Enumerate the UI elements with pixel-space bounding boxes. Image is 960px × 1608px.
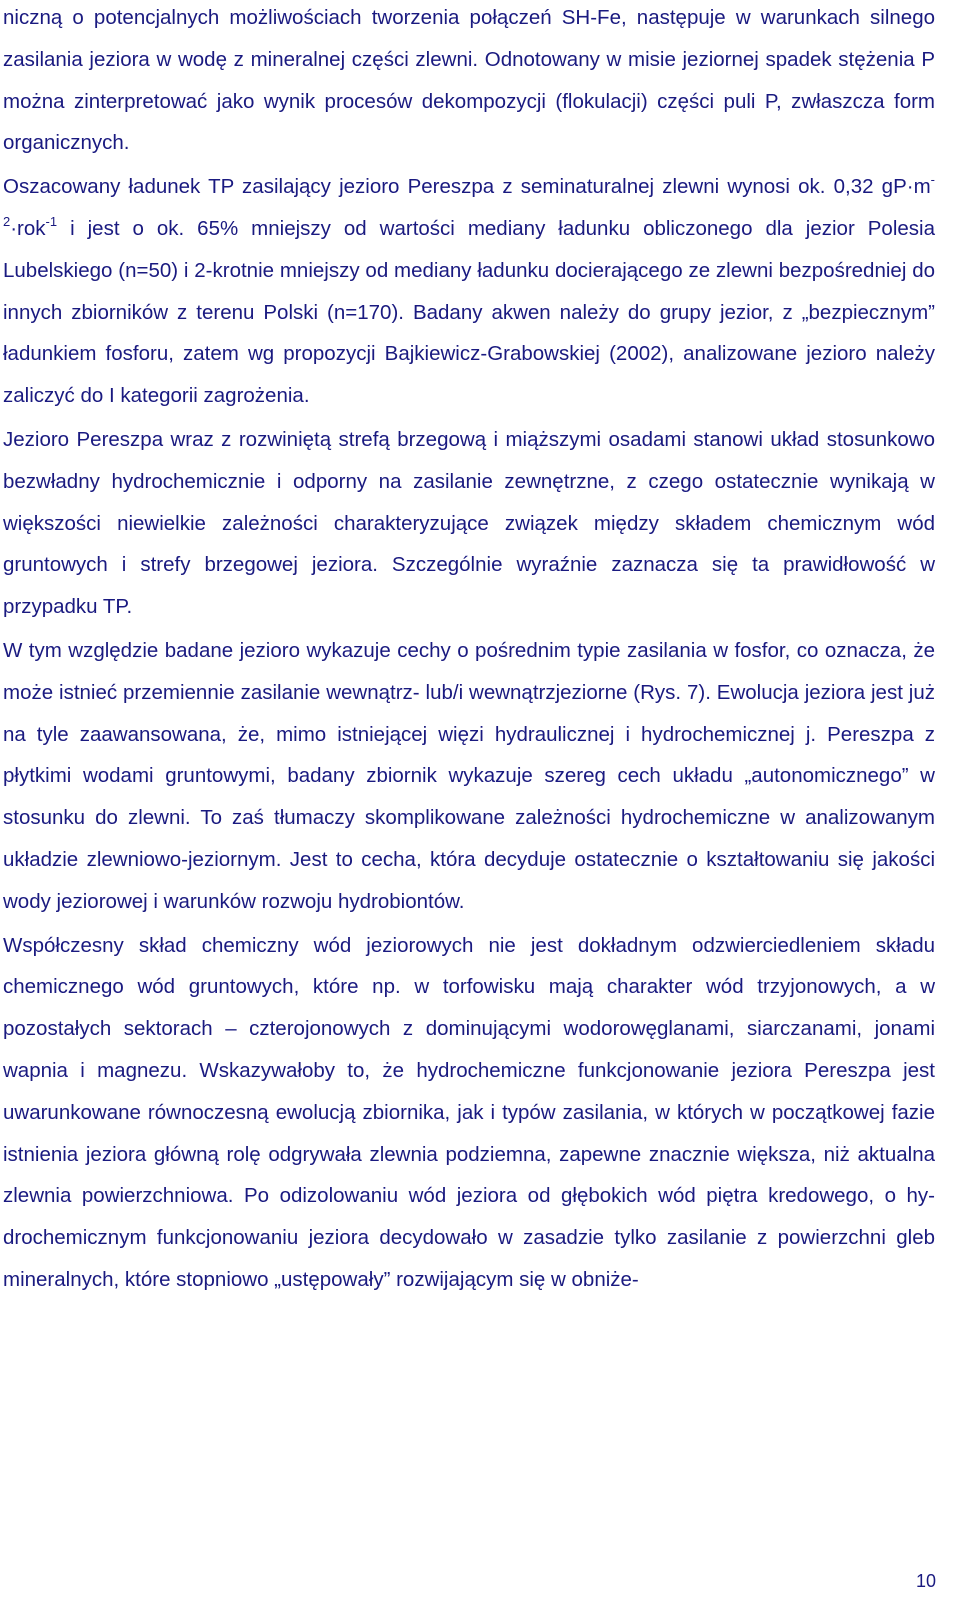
paragraph-4: W tym względzie badane jezioro wykazuje cechy o pośrednim typie zasilania w fosfor, co oznacza, że może istnieć przemiennie zasilanie wewnątrz- lub/i wewnątrzjeziorne (Rys. 7). Ewolucja jeziora jest już na tyle zaawansowana, że, mimo istniejącej więzi hydraulicznej i hydrochemicznej j. Pereszpa z płytkimi wodami gruntowymi, badany zbiornik wykazuje szereg cech układu „autonomicznego” w stosunku do zlewni. To zaś tłumaczy skomplikowane zależności hydrochemiczne w analizowanym układzie zlewniowo-jeziornym. Jest to cecha, która decyduje ostatecznie o kształtowaniu się jakości wody jeziorowej i warunków rozwoju hydrobiontów.: [3, 638, 935, 913]
paragraph-2-text-c: i jest o ok. 65% mniejszy od wartości mediany ładunku obliczonego dla jezior Polesia Lubelskiego (n=50) i 2-krotnie mniejszy od mediany ładunku docierającego ze zlewni bezpośredniej do innych zbiorników z terenu Polski (n=170). Badany akwen należy do grupy jezior, z „bezpiecznym” ładunkiem fosforu, zatem wg propozycji Bajkiewicz-Grabowskiej (2002), analizowane jezioro należy zaliczyć do I kategorii zagrożenia.: [3, 216, 935, 408]
paragraph-1: niczną o potencjalnych możliwościach tworzenia połączeń SH-Fe, następuje w warunkach silnego zasilania jeziora w wodę z mineralnej części zlewni. Odnotowany w misie jeziornej spadek stężenia P można zinterpretować jako wynik procesów dekompozycji (flokulacji) części puli P, zwłaszcza form organicznych.: [3, 6, 935, 155]
paragraph-3: Jezioro Pereszpa wraz z rozwiniętą strefą brzegową i miąższymi osadami stanowi układ stosunkowo bezwładny hydrochemicznie i odporny na zasilanie zewnętrzne, z czego ostatecznie wynikają w większości niewielkie zależności charakteryzujące związek między składem chemicznym wód gruntowych i strefy brzegowej jeziora. Szczególnie wyraźnie zaznacza się ta prawidłowość w przypadku TP.: [3, 427, 935, 619]
paragraph-2: [3, 166, 935, 417]
document-page: [3, 0, 935, 1301]
paragraph-5: Współczesny skład chemiczny wód jeziorowych nie jest dokładnym odzwierciedleniem składu chemicznego wód gruntowych, które np. w torfowisku mają charakter wód trzyjonowych, a w pozostałych sektorach – czterojonowych z dominującymi wodorowęglanami, siarczanami, jonami wapnia i magnezu. Wskazywałoby to, że hydrochemiczne funkcjonowanie jeziora Pereszpa jest uwarunkowane równoczesną ewolucją zbiornika, jak i typów zasilania, w których w początkowej fazie istnienia jeziora główną rolę odgrywała zlewnia podziemna, zapewne znacznie większa, niż aktualna zlewnia powierzchniowa. Po odizolowaniu wód jeziora od głębokich wód piętra kredowego, o hydrochemicznym funkcjonowaniu jeziora decydowało w zasadzie tylko zasilanie z powierzchni gleb mineralnych, które stopniowo „ustępowały” rozwijającym się w obniże-: [3, 933, 935, 1291]
page-number: 10: [915, 1571, 936, 1591]
superscript-m-exponent: -2: [3, 172, 935, 230]
paragraph-2-text-b: ·rok: [10, 216, 46, 240]
superscript-rok-exponent: -1: [45, 214, 58, 230]
paragraph-2-text-a: Oszacowany ładunek TP zasilający jezioro Pereszpa z seminaturalnej zlewni wynosi ok. 0,32 gP·m: [3, 175, 931, 199]
